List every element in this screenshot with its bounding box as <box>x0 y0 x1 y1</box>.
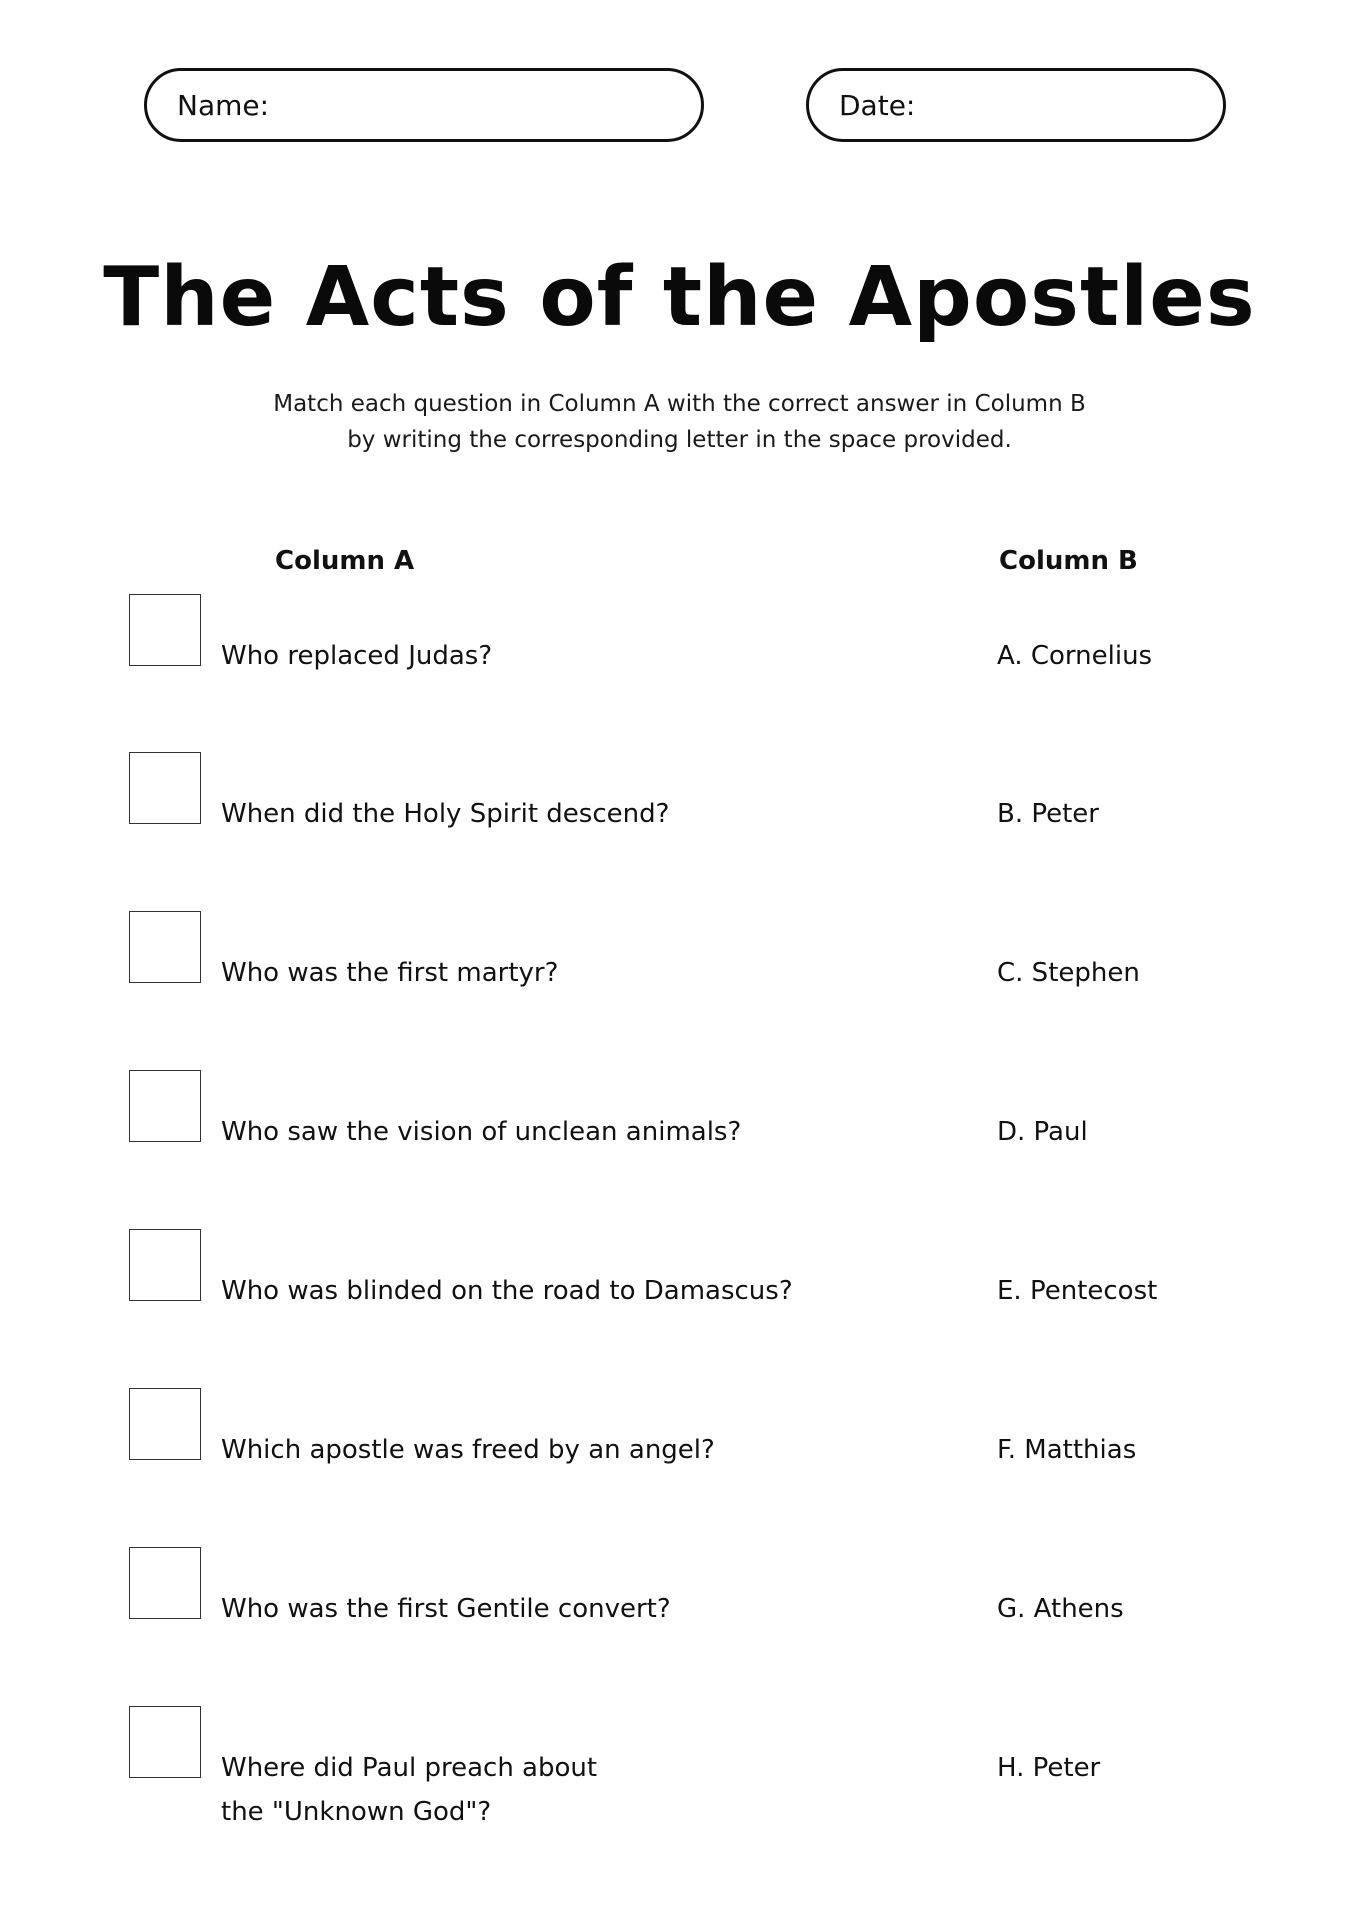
match-row <box>0 1229 1359 1349</box>
answer-box[interactable] <box>129 1706 201 1778</box>
match-row <box>0 1547 1359 1667</box>
question-text: Who was the first Gentile convert? <box>221 1594 671 1624</box>
question-text: Who was the first martyr? <box>221 958 559 988</box>
instructions <box>0 386 1359 458</box>
date-label: Date: <box>839 88 916 122</box>
column-b-header: Column B <box>999 546 1138 576</box>
instructions-line-2: by writing the corresponding letter in the space provided. <box>347 427 1012 453</box>
question-text: When did the Holy Spirit descend? <box>221 799 670 829</box>
match-row <box>0 594 1359 714</box>
answer-box[interactable] <box>129 752 201 824</box>
instructions-line-1: Match each question in Column A with the correct answer in Column B <box>273 391 1086 417</box>
match-row <box>0 1070 1359 1190</box>
page-title: The Acts of the Apostles <box>103 250 1256 345</box>
answer-option: C. Stephen <box>997 958 1140 988</box>
answer-option: G. Athens <box>997 1594 1124 1624</box>
match-row <box>0 752 1359 872</box>
answer-option: H. Peter <box>997 1753 1101 1783</box>
question-text: Who replaced Judas? <box>221 641 493 671</box>
answer-option: A. Cornelius <box>997 641 1153 671</box>
match-row <box>0 1388 1359 1508</box>
question-text: Which apostle was freed by an angel? <box>221 1435 715 1465</box>
answer-option: D. Paul <box>997 1117 1088 1147</box>
date-field[interactable] <box>806 68 1226 142</box>
name-label: Name: <box>177 88 270 122</box>
answer-box[interactable] <box>129 1070 201 1142</box>
answer-box[interactable] <box>129 1388 201 1460</box>
question-text: Who was blinded on the road to Damascus? <box>221 1276 793 1306</box>
column-a-header: Column A <box>275 546 415 576</box>
answer-option: F. Matthias <box>997 1435 1137 1465</box>
answer-box[interactable] <box>129 1229 201 1301</box>
answer-box[interactable] <box>129 1547 201 1619</box>
match-row <box>0 1706 1359 1826</box>
answer-box[interactable] <box>129 594 201 666</box>
answer-box[interactable] <box>129 911 201 983</box>
match-row <box>0 911 1359 1031</box>
answer-option: E. Pentecost <box>997 1276 1158 1306</box>
question-text: Who saw the vision of unclean animals? <box>221 1117 742 1147</box>
name-field[interactable] <box>144 68 704 142</box>
answer-option: B. Peter <box>997 799 1099 829</box>
question-text: Where did Paul preach about the "Unknown God"? <box>221 1753 598 1827</box>
